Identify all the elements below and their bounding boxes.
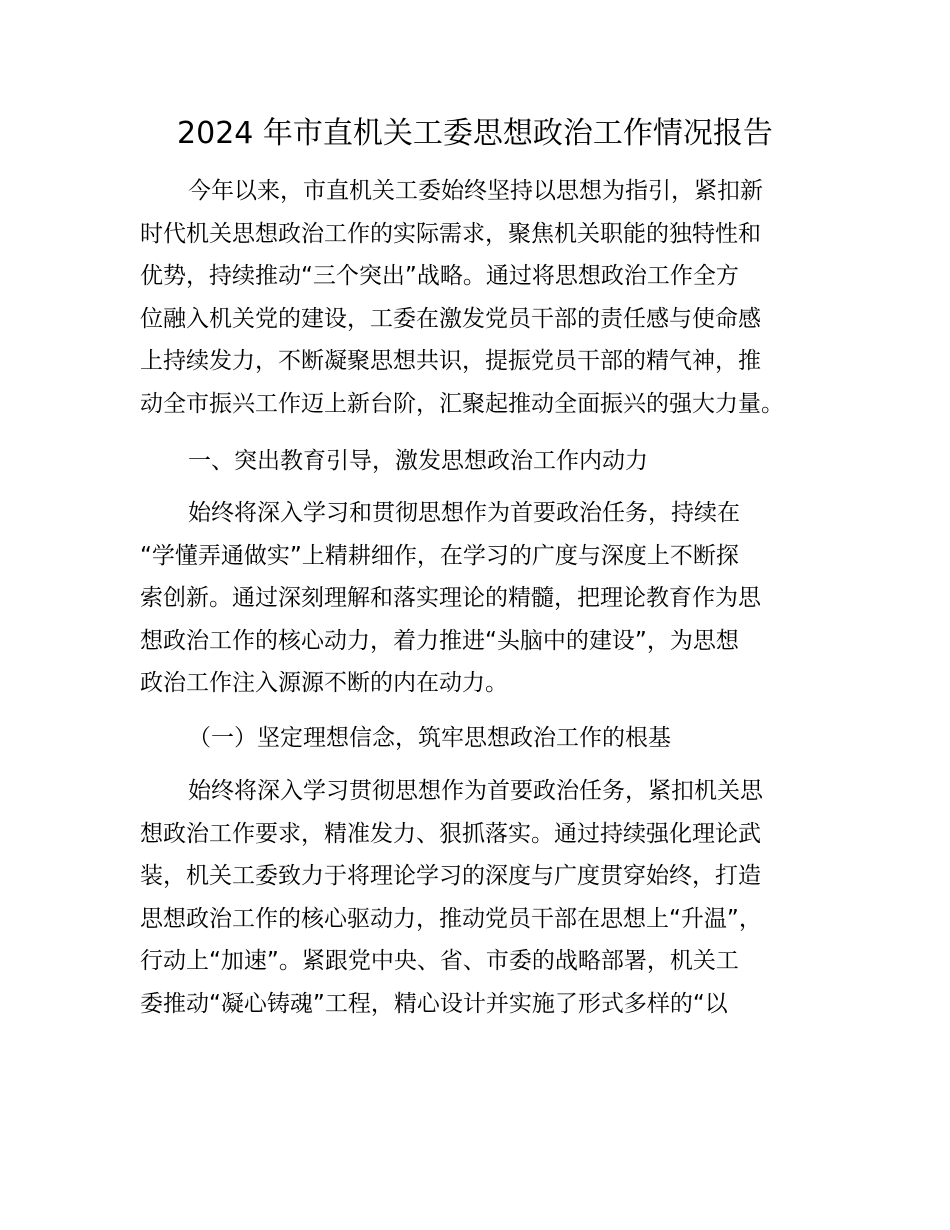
paragraph-intro xyxy=(140,170,840,425)
text-line: 优势，持续推动“三个突出”战略。通过将思想政治工作全方 xyxy=(140,263,739,289)
subsection-heading-1 xyxy=(140,717,840,760)
document-title: 2024 年市直机关工委思想政治工作情况报告 xyxy=(177,116,773,151)
text-line: 始终将深入学习和贯彻思想作为首要政治任务，持续在 xyxy=(188,500,740,526)
text-line: 政治工作注入源源不断的内在动力。 xyxy=(140,670,508,696)
paragraph-section-1 xyxy=(140,492,840,705)
text-line: “学懂弄通做实”上精耕细作，在学习的广度与深度上不断探 xyxy=(140,542,739,569)
text-line: 想政治工作要求，精准发力、狠抓落实。通过持续强化理论武 xyxy=(140,820,761,847)
text-line: 委推动“凝心铸魂”工程，精心设计并实施了形式多样的“以 xyxy=(140,990,728,1017)
text-line: 动全市振兴工作迈上新台阶，汇聚起推动全面振兴的强大力量。 xyxy=(140,390,784,417)
text-line: 想政治工作的核心动力，着力推进“头脑中的建设”，为思想 xyxy=(140,627,739,654)
text-line: 思想政治工作的核心驱动力，推动党员干部在思想上“升温”， xyxy=(140,905,762,932)
text-line: 始终将深入学习贯彻思想作为首要政治任务，紧扣机关思 xyxy=(188,778,763,804)
heading-text: 一、突出教育引导，激发思想政治工作内动力 xyxy=(188,448,648,474)
paragraph-subsection-1 xyxy=(140,770,840,1025)
heading-text: （一）坚定理想信念，筑牢思想政治工作的根基 xyxy=(188,725,671,751)
text-line: 上持续发力，不断凝聚思想共识，提振党员干部的精气神，推 xyxy=(140,348,761,374)
text-line: 时代机关思想政治工作的实际需求，聚焦机关职能的独特性和 xyxy=(140,220,761,247)
text-line: 装，机关工委致力于将理论学习的深度与广度贯穿始终，打造 xyxy=(140,863,761,889)
text-line: 位融入机关党的建设，工委在激发党员干部的责任感与使命感 xyxy=(140,305,761,332)
text-line: 今年以来，市直机关工委始终坚持以思想为指引，紧扣新 xyxy=(188,178,763,204)
text-line: 行动上“加速”。紧跟党中央、省、市委的战略部署，机关工 xyxy=(140,948,739,974)
text-line: 索创新。通过深刻理解和落实理论的精髓，把理论教育作为思 xyxy=(140,585,761,611)
section-heading-1 xyxy=(140,440,840,483)
